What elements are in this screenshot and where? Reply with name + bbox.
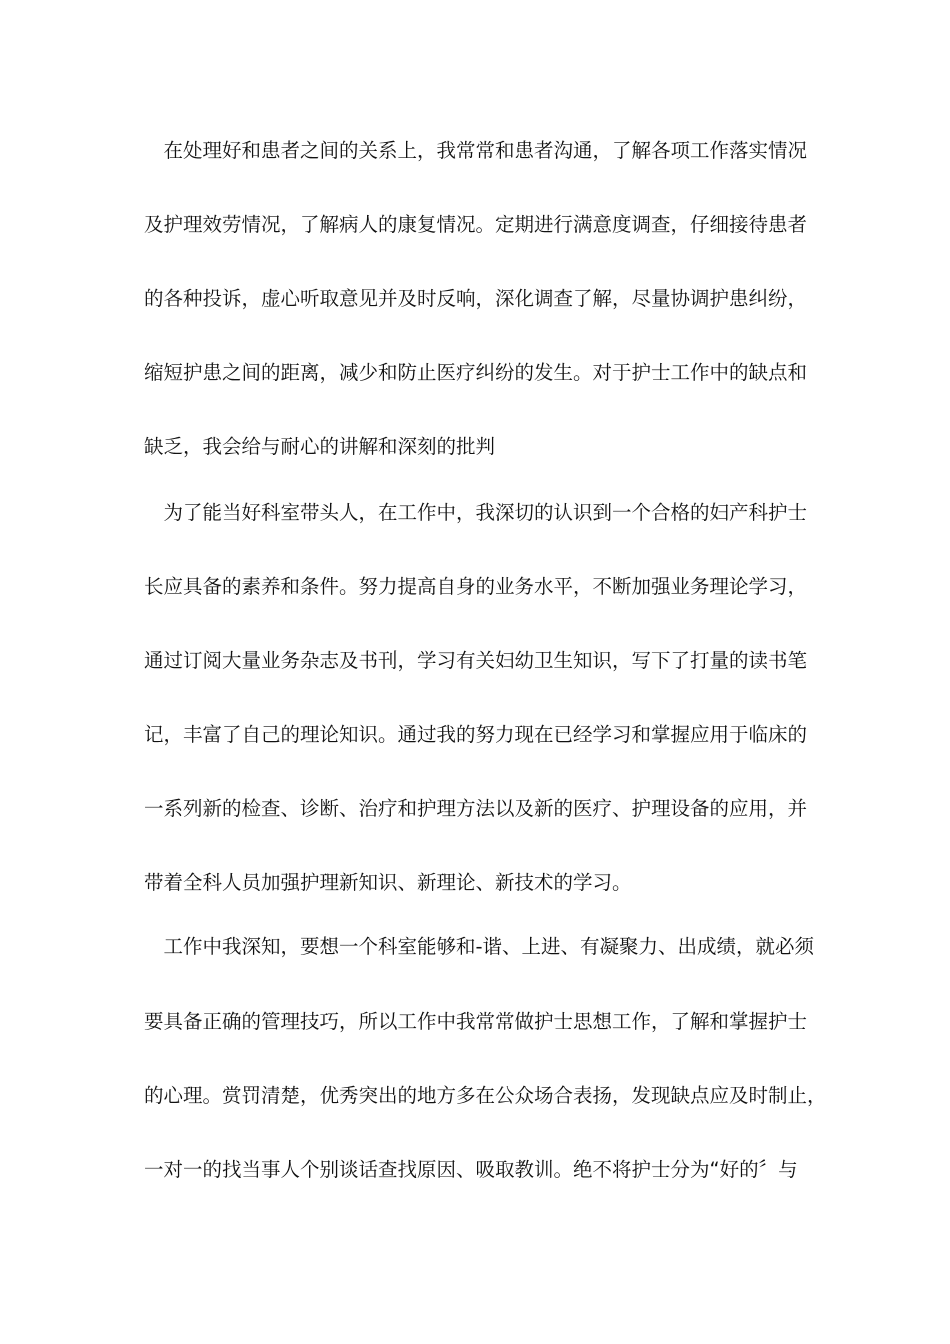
text-line: 要具备正确的管理技巧，所以工作中我常常做护士思想工作，了解和掌握护士: [144, 1010, 808, 1033]
text-line: 带着全科人员加强护理新知识、新理论、新技术的学习。: [144, 871, 632, 894]
text-line: 的心理。赏罚清楚，优秀突出的地方多在公众场合表扬，发现缺点应及时制止，: [144, 1084, 827, 1107]
text-line: 通过订阅大量业务杂志及书刊，学习有关妇幼卫生知识，写下了打量的读书笔: [144, 649, 808, 672]
text-line: 及护理效劳情况，了解病人的康复情况。定期进行满意度调查，仔细接待患者: [144, 213, 808, 236]
text-line: 工作中我深知，要想一个科室能够和-谐、上进、有凝聚力、出成绩，就必须: [144, 935, 815, 958]
text-line: 一系列新的检查、诊断、治疗和护理方法以及新的医疗、护理设备的应用，并: [144, 797, 808, 820]
text-line: 为了能当好科室带头人，在工作中，我深切的认识到一个合格的妇产科护士: [144, 501, 808, 524]
text-line: 记，丰富了自己的理论知识。通过我的努力现在已经学习和掌握应用于临床的: [144, 723, 808, 746]
text-line: 长应具备的素养和条件。努力提高自身的业务水平，不断加强业务理论学习，: [144, 575, 808, 598]
text-line: 一对一的找当事人个别谈话查找原因、吸取教训。绝不将护士分为“好的〞与: [144, 1158, 798, 1181]
text-line: 缺乏，我会给与耐心的讲解和深刻的批判: [144, 435, 496, 458]
text-line: 的各种投诉，虚心听取意见并及时反响，深化调查了解，尽量协调护患纠纷，: [144, 287, 808, 310]
text-line: 缩短护患之间的距离，减少和防止医疗纠纷的发生。对于护士工作中的缺点和: [144, 361, 808, 384]
text-line: 在处理好和患者之间的关系上，我常常和患者沟通，了解各项工作落实情况: [144, 139, 808, 162]
